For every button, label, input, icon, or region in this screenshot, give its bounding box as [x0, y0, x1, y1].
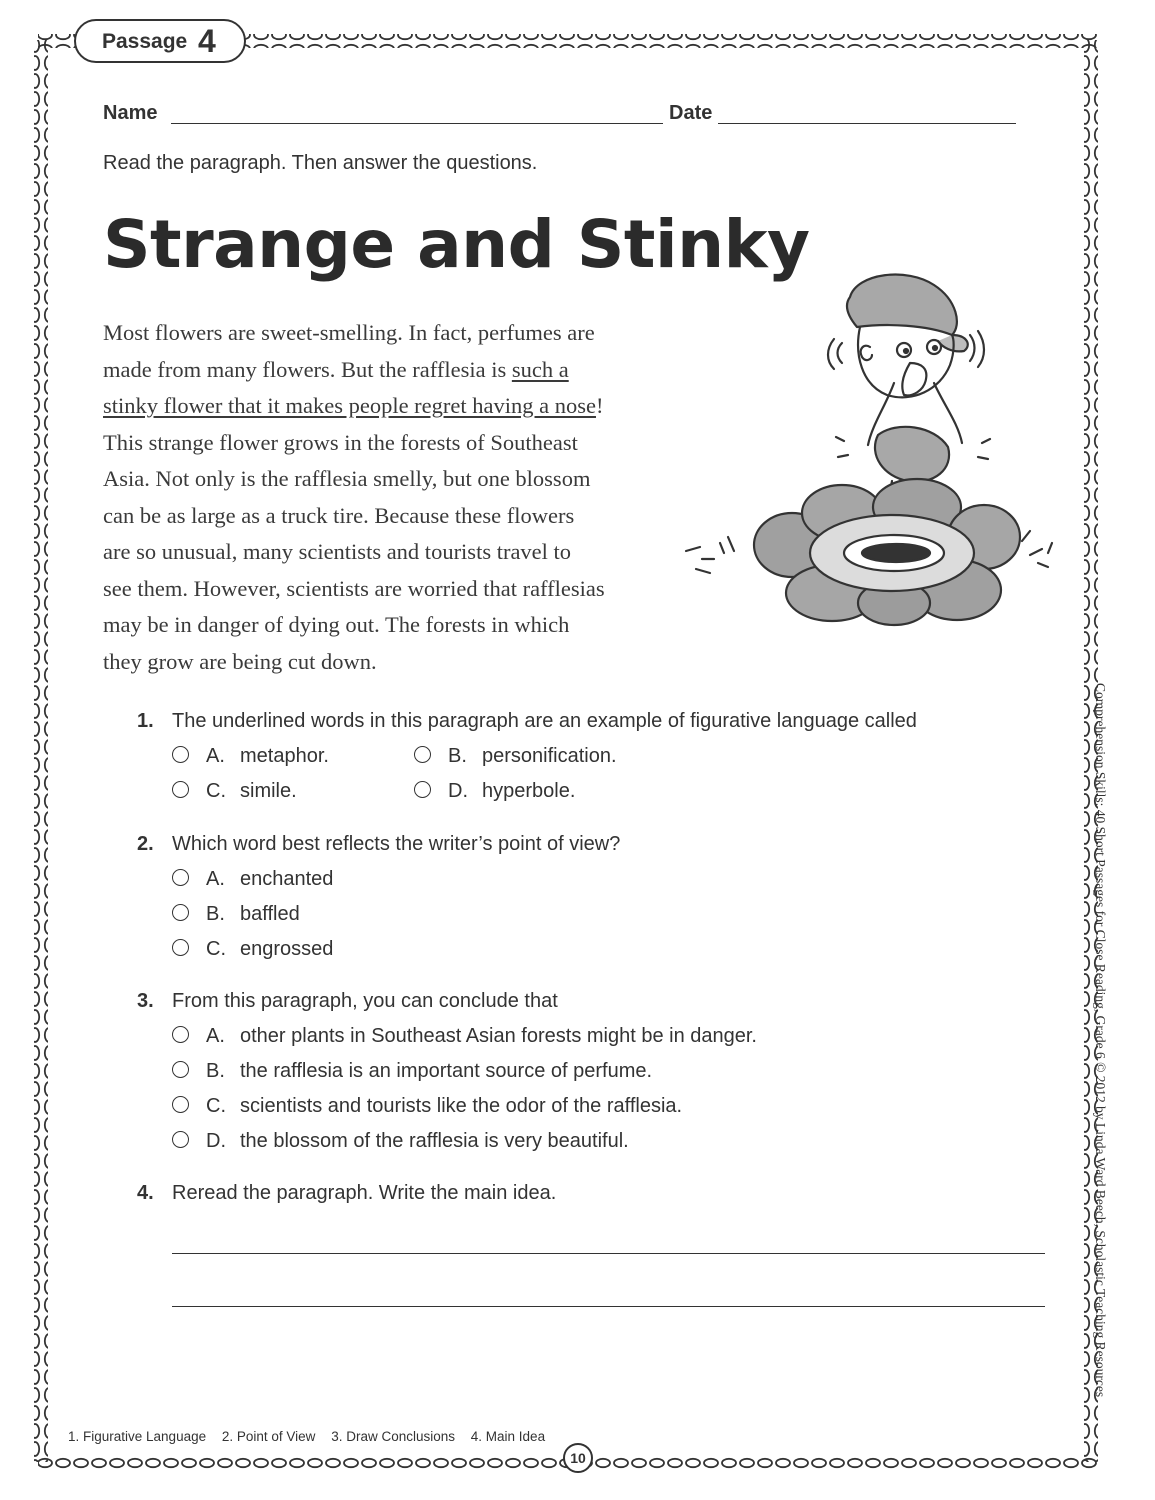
radio-circle[interactable]: [172, 1026, 189, 1043]
paragraph-text: made from many flowers. But the rafflesia is: [103, 356, 512, 382]
name-write-line[interactable]: [171, 123, 663, 124]
credit-text: Comprehension Skills: 40 Short Passages for Close Reading, Grade 6 © 2012 by Linda Ward Beech, Scholastic Teaching Resources: [1093, 683, 1108, 1398]
option-text: the blossom of the rafflesia is very beautiful.: [240, 1130, 629, 1152]
paragraph-line: Asia. Not only is the rafflesia smelly, but one blossom: [103, 466, 591, 491]
passage-tab: [74, 19, 246, 63]
underlined-phrase: such a: [511, 356, 569, 382]
question-text: Reread the paragraph. Write the main idea.: [172, 1182, 557, 1204]
option-letter: C.: [206, 938, 226, 960]
page-number: 10: [570, 1450, 586, 1466]
option-letter: A.: [206, 1025, 225, 1047]
passage-label: Passage: [102, 30, 188, 53]
paragraph-line: see them. However, scientists are worried that rafflesias: [103, 575, 605, 601]
radio-circle[interactable]: [172, 1131, 189, 1148]
name-label: Name: [103, 102, 158, 124]
option-text: hyperbole.: [482, 780, 576, 802]
instructions: Read the paragraph. Then answer the questions.: [103, 152, 538, 174]
paragraph-line: they grow are being cut down.: [103, 648, 377, 674]
paragraph-line: This strange flower grows in the forests of Southeast: [103, 429, 578, 455]
question-text: Which word best reflects the writer’s point of view?: [172, 833, 621, 855]
radio-circle[interactable]: [172, 939, 189, 956]
date-label: Date: [669, 102, 713, 124]
passage-paragraph: [103, 315, 668, 680]
radio-circle[interactable]: [172, 904, 189, 921]
name-date-row: [103, 100, 1023, 130]
question-number: 3.: [137, 990, 154, 1012]
option-text: other plants in Southeast Asian forests might be in danger.: [240, 1025, 757, 1047]
option-letter: A.: [206, 745, 225, 767]
radio-circle[interactable]: [414, 746, 431, 763]
radio-circle[interactable]: [172, 746, 189, 763]
option-text: scientists and tourists like the odor of the rafflesia.: [240, 1095, 683, 1117]
paragraph-line: may be in danger of dying out. The forests in which: [103, 612, 570, 637]
passage-number: 4: [198, 23, 216, 59]
option-letter: D.: [448, 780, 468, 802]
copyright-credit: [1093, 683, 1126, 1468]
question-number: 1.: [137, 710, 154, 732]
paragraph-line: are so unusual, many scientists and tourists travel to: [103, 539, 572, 564]
option-text: baffled: [240, 903, 300, 925]
radio-circle[interactable]: [172, 781, 189, 798]
date-write-line[interactable]: [718, 123, 1016, 124]
paragraph-line: Most flowers are sweet-smelling. In fact, perfumes are: [103, 320, 595, 345]
option-letter: C.: [206, 1095, 226, 1117]
answer-write-line[interactable]: [172, 1306, 1045, 1307]
boy-and-rafflesia-illustration: [672, 255, 1057, 640]
paragraph-line: can be as large as a truck tire. Because these flowers: [103, 502, 575, 528]
passage-title: Strange and Stinky: [103, 206, 810, 283]
answer-write-line[interactable]: [172, 1253, 1045, 1254]
option-letter: C.: [206, 780, 226, 802]
option-text: enchanted: [240, 868, 334, 890]
paragraph-line: [103, 388, 668, 425]
option-text: personification.: [482, 745, 617, 767]
radio-circle[interactable]: [172, 1061, 189, 1078]
skill-item: 1. Figurative Language: [68, 1429, 207, 1444]
skill-item: 2. Point of View: [221, 1429, 316, 1444]
question-text: The underlined words in this paragraph are an example of figurative language called: [172, 710, 917, 732]
option-letter: B.: [206, 1060, 225, 1082]
option-letter: B.: [206, 903, 225, 925]
option-letter: A.: [206, 868, 225, 890]
radio-circle[interactable]: [414, 781, 431, 798]
page-number-badge: [563, 1443, 593, 1473]
radio-circle[interactable]: [172, 869, 189, 886]
skills-list: [68, 1429, 557, 1444]
option-text: metaphor.: [240, 745, 329, 767]
option-text: the rafflesia is an important source of perfume.: [240, 1060, 653, 1082]
option-letter: B.: [448, 745, 467, 767]
question-number: 4.: [137, 1182, 154, 1204]
option-letter: D.: [206, 1130, 226, 1152]
option-text: simile.: [240, 780, 297, 802]
skill-item: 3. Draw Conclusions: [331, 1429, 456, 1444]
underlined-phrase: stinky flower that it makes people regret having a nose: [103, 393, 596, 418]
radio-circle[interactable]: [172, 1096, 189, 1113]
question-number: 2.: [137, 833, 154, 855]
paragraph-line: [103, 352, 668, 389]
question-text: From this paragraph, you can conclude that: [172, 990, 558, 1012]
skill-item: 4. Main Idea: [470, 1429, 546, 1444]
option-text: engrossed: [240, 938, 334, 960]
paragraph-text: !: [595, 393, 604, 418]
